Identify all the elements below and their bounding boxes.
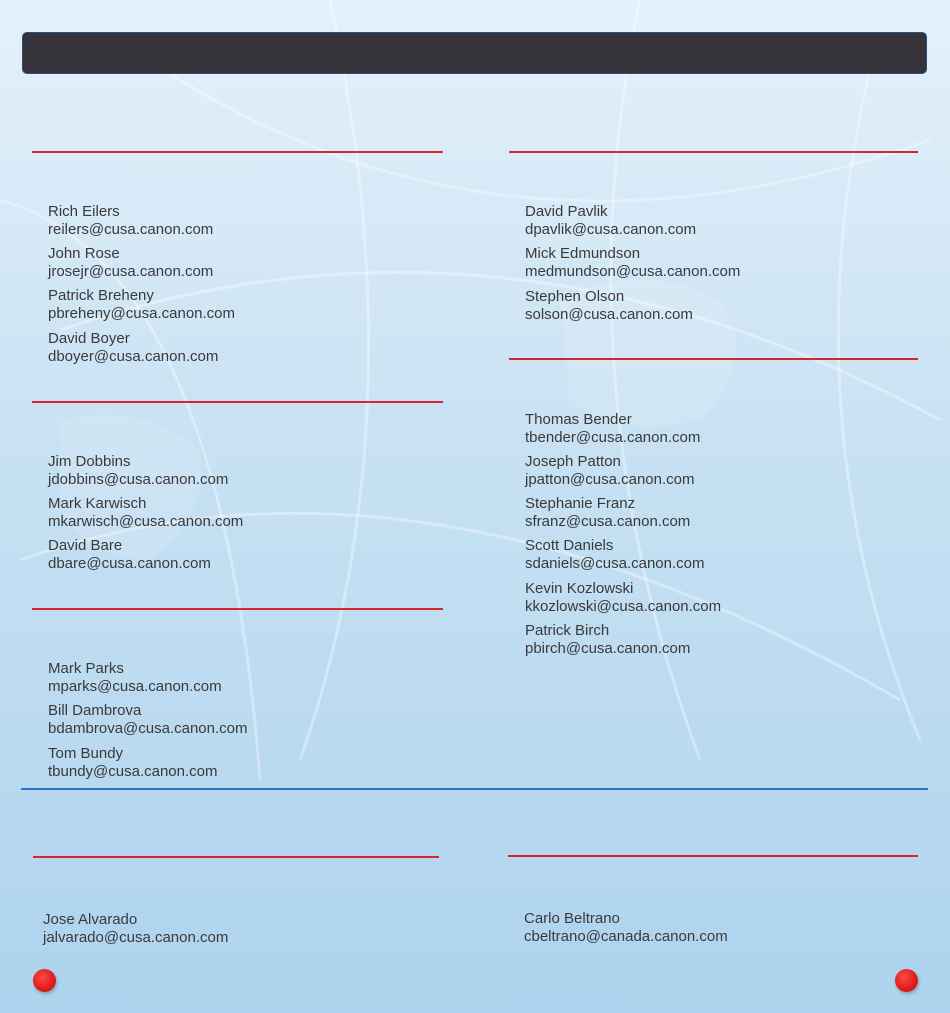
contact-name: Carlo Beltrano [524, 910, 620, 927]
contact-email[interactable]: dpavlik@cusa.canon.com [525, 220, 697, 238]
contact-name: Joseph Patton [525, 453, 621, 470]
contact-name: David Bare [48, 537, 123, 554]
contact-name: Scott Daniels [525, 537, 614, 554]
contact-name: David Boyer [48, 330, 130, 347]
section-rule [32, 151, 443, 153]
contact-entry [525, 453, 695, 488]
contact-email[interactable]: jrosejr@cusa.canon.com [48, 262, 214, 280]
contact-entry [525, 203, 696, 238]
contact-entry [48, 495, 243, 530]
contact-name: Stephanie Franz [525, 495, 636, 512]
contact-email[interactable]: dboyer@cusa.canon.com [48, 347, 219, 365]
contact-entry [48, 287, 235, 322]
contact-name: Kevin Kozlowski [525, 580, 634, 597]
contact-entry [525, 580, 721, 615]
contact-entry [48, 245, 213, 280]
contact-entry [525, 495, 690, 530]
contact-entry [48, 453, 228, 488]
contact-email[interactable]: pbreheny@cusa.canon.com [48, 304, 236, 322]
contact-name: Patrick Birch [525, 622, 610, 639]
contact-entry [525, 411, 700, 446]
contact-name: Mark Parks [48, 660, 124, 677]
contact-name: John Rose [48, 245, 120, 262]
section-rule [509, 151, 918, 153]
red-dot-right [895, 969, 918, 992]
contact-email[interactable]: jdobbins@cusa.canon.com [48, 470, 229, 488]
contact-email[interactable]: reilers@cusa.canon.com [48, 220, 214, 238]
contact-email[interactable]: solson@cusa.canon.com [525, 305, 693, 323]
contact-name: David Pavlik [525, 203, 608, 220]
contact-email[interactable]: pbirch@cusa.canon.com [525, 639, 691, 657]
blue-divider [21, 788, 928, 790]
contact-email[interactable]: medmundson@cusa.canon.com [525, 262, 741, 280]
contact-entry [525, 622, 690, 657]
contact-email[interactable]: jalvarado@cusa.canon.com [43, 928, 229, 946]
contact-email[interactable]: dbare@cusa.canon.com [48, 554, 211, 572]
contact-name: Jose Alvarado [43, 911, 138, 928]
contact-email[interactable]: tbender@cusa.canon.com [525, 428, 701, 446]
contact-email[interactable]: mkarwisch@cusa.canon.com [48, 512, 244, 530]
contact-email[interactable]: cbeltrano@canada.canon.com [524, 927, 728, 945]
contact-name: Rich Eilers [48, 203, 120, 220]
contact-entry [48, 702, 248, 737]
section-rule [32, 608, 443, 610]
contact-name: Tom Bundy [48, 745, 124, 762]
contact-name: Thomas Bender [525, 411, 632, 428]
contact-entry [48, 537, 211, 572]
contact-email[interactable]: sfranz@cusa.canon.com [525, 512, 691, 530]
contact-name: Mick Edmundson [525, 245, 641, 262]
contact-name: Stephen Olson [525, 288, 625, 305]
contact-email[interactable]: mparks@cusa.canon.com [48, 677, 222, 695]
contact-email[interactable]: bdambrova@cusa.canon.com [48, 719, 248, 737]
contact-entry [525, 537, 705, 572]
contact-entry [524, 910, 728, 945]
header-bar [22, 32, 927, 74]
section-rule [508, 855, 918, 857]
contact-entry [48, 203, 213, 238]
section-rule [33, 856, 439, 858]
contact-name: Patrick Breheny [48, 287, 154, 304]
contact-email[interactable]: jpatton@cusa.canon.com [525, 470, 695, 488]
contact-entry [48, 660, 222, 695]
red-dot-left [33, 969, 56, 992]
contact-name: Bill Dambrova [48, 702, 142, 719]
contact-name: Jim Dobbins [48, 453, 131, 470]
contact-entry [525, 288, 693, 323]
contact-name: Mark Karwisch [48, 495, 147, 512]
contact-email[interactable]: kkozlowski@cusa.canon.com [525, 597, 722, 615]
contact-email[interactable]: sdaniels@cusa.canon.com [525, 554, 705, 572]
section-rule [32, 401, 443, 403]
contact-email[interactable]: tbundy@cusa.canon.com [48, 762, 218, 780]
contact-entry [48, 745, 218, 780]
section-rule [509, 358, 918, 360]
contact-entry [48, 330, 218, 365]
contact-entry [525, 245, 740, 280]
contact-entry [43, 911, 228, 946]
